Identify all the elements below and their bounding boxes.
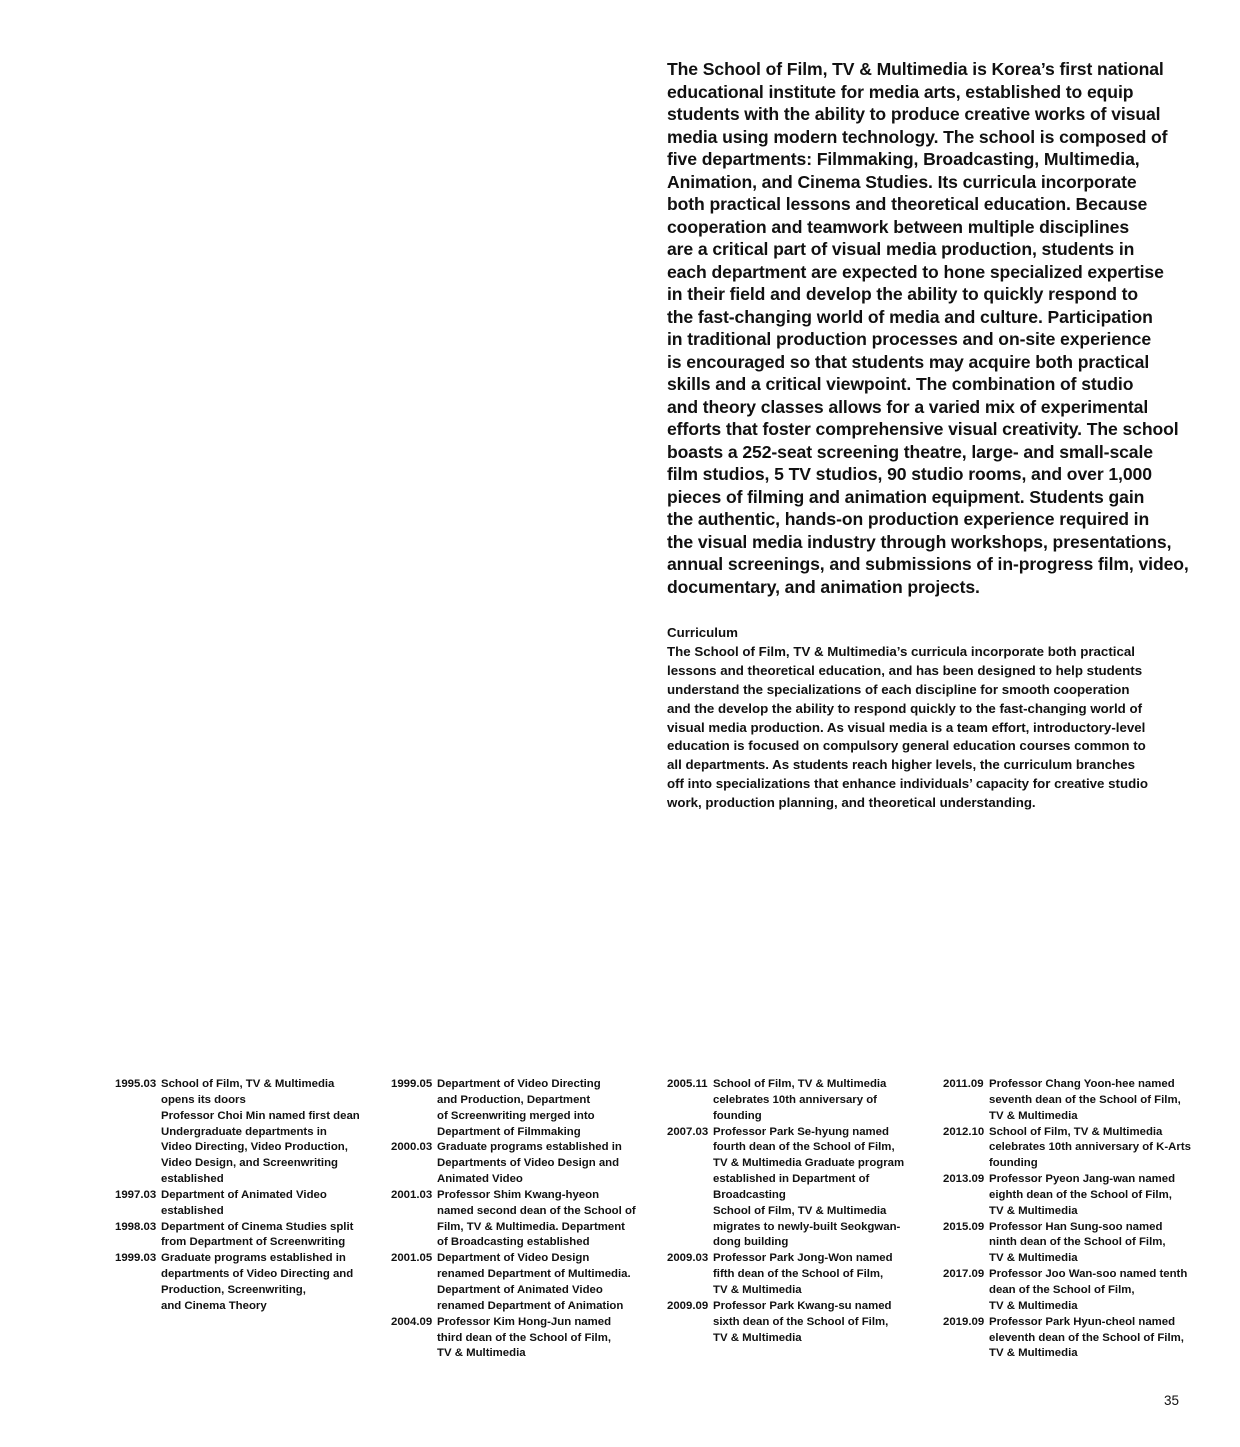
intro-paragraph (667, 58, 1207, 598)
curriculum-line: education is focused on compulsory general education courses common to (667, 738, 1146, 754)
timeline-line: TV & Multimedia (713, 1283, 802, 1296)
timeline-line: departments of Video Directing and (161, 1268, 354, 1281)
timeline-entry (667, 1251, 967, 1299)
intro-line: Animation, and Cinema Studies. Its curricula incorporate (667, 171, 1137, 192)
timeline-line: Department of Animated Video (437, 1283, 603, 1296)
timeline-date: 2001.05 (391, 1252, 433, 1265)
timeline-date: 2013.09 (943, 1173, 985, 1186)
timeline-line: renamed Department of Multimedia. (437, 1268, 631, 1281)
intro-line: media using modern technology. The school is composed of (667, 126, 1168, 147)
timeline-date: 1999.05 (391, 1078, 433, 1090)
timeline-entry (391, 1315, 691, 1363)
timeline-line: Department of Filmmaking (437, 1125, 581, 1138)
timeline-text (161, 1251, 415, 1314)
intro-line: The School of Film, TV & Multimedia is Korea’s first national (667, 59, 1164, 79)
timeline-date: 1997.03 (115, 1188, 157, 1201)
timeline-line: TV & Multimedia (989, 1109, 1078, 1122)
timeline-text (989, 1077, 1240, 1125)
intro-line: boasts a 252-seat screening theatre, large- and small-scale (667, 441, 1153, 462)
timeline-text (161, 1077, 415, 1188)
timeline-line: TV & Multimedia (989, 1252, 1078, 1265)
timeline-line: TV & Multimedia (437, 1347, 526, 1360)
timeline-text (437, 1140, 691, 1188)
timeline-line: TV & Multimedia (713, 1331, 802, 1344)
timeline-line: dong building (713, 1236, 789, 1249)
timeline-date: 2009.09 (667, 1299, 709, 1312)
timeline-column-2 (391, 1077, 691, 1362)
timeline-line: ninth dean of the School of Film, (989, 1236, 1166, 1249)
intro-line: educational institute for media arts, established to equip (667, 81, 1134, 102)
curriculum-heading: Curriculum (667, 625, 738, 640)
timeline-entry (943, 1125, 1240, 1173)
timeline-line: and Cinema Theory (161, 1299, 267, 1312)
timeline-line: and Production, Department (437, 1093, 591, 1106)
timeline-line: of Broadcasting established (437, 1236, 590, 1249)
timeline-entry (391, 1251, 691, 1314)
timeline-line: established (161, 1204, 224, 1217)
timeline-line: from Department of Screenwriting (161, 1236, 346, 1249)
timeline-line: Undergraduate departments in (161, 1125, 327, 1138)
timeline-text (161, 1188, 415, 1220)
timeline-line: TV & Multimedia Graduate program (713, 1157, 905, 1170)
timeline-line: opens its doors (161, 1093, 246, 1106)
intro-line: efforts that foster comprehensive visual creativity. The school (667, 419, 1179, 439)
timeline-line: Animated Video (437, 1173, 523, 1186)
curriculum-line: work, production planning, and theoretical understanding. (667, 795, 1036, 811)
timeline-line: Video Directing, Video Production, (161, 1141, 348, 1154)
timeline-text (713, 1077, 967, 1125)
timeline-line: Professor Han Sung-soo named (989, 1220, 1163, 1233)
timeline-text (989, 1267, 1240, 1315)
timeline-entry (667, 1125, 967, 1252)
timeline-date: 2011.09 (943, 1078, 984, 1090)
timeline-line: School of Film, TV & Multimedia (989, 1125, 1163, 1138)
timeline-line: Professor Kim Hong-Jun named (437, 1315, 612, 1328)
timeline-entry (943, 1267, 1240, 1315)
timeline-line: seventh dean of the School of Film, (989, 1093, 1181, 1106)
timeline-date: 1999.03 (115, 1252, 157, 1265)
timeline-line: celebrates 10th anniversary of K-Arts (989, 1141, 1191, 1154)
timeline-line: TV & Multimedia (989, 1299, 1078, 1312)
timeline-column-4 (943, 1077, 1240, 1362)
timeline-line: Professor Choi Min named first dean (161, 1109, 360, 1122)
timeline-line: of Screenwriting merged into (437, 1109, 595, 1122)
timeline-line: School of Film, TV & Multimedia (713, 1078, 887, 1090)
timeline-entry (391, 1077, 691, 1140)
timeline-date: 2004.09 (391, 1315, 433, 1328)
intro-line: students with the ability to produce creative works of visual (667, 104, 1161, 124)
timeline-line: eighth dean of the School of Film, (989, 1188, 1172, 1201)
intro-line: are a critical part of visual media production, students in (667, 239, 1135, 259)
timeline-line: Professor Pyeon Jang-wan named (989, 1173, 1176, 1186)
intro-line: is encouraged so that students may acquire both practical (667, 351, 1150, 372)
intro-line: both practical lessons and theoretical education. Because (667, 194, 1148, 214)
timeline-line: School of Film, TV & Multimedia (713, 1204, 887, 1217)
timeline-line: Professor Park Hyun-cheol named (989, 1315, 1176, 1328)
timeline-text (713, 1251, 967, 1299)
timeline-line: Professor Park Jong-Won named (713, 1252, 893, 1265)
intro-text (667, 58, 1207, 598)
timeline-entry (115, 1188, 415, 1220)
timeline-line: Department of Animated Video (161, 1188, 327, 1201)
intro-line: pieces of filming and animation equipment. Students gain (667, 486, 1145, 507)
timeline-line: third dean of the School of Film, (437, 1331, 612, 1344)
curriculum-line: all departments. As students reach higher levels, the curriculum branches (667, 757, 1136, 773)
timeline-entry (943, 1077, 1240, 1125)
timeline-line: founding (713, 1109, 762, 1122)
page-number: 35 (1164, 1393, 1180, 1408)
timeline-text (713, 1299, 967, 1347)
timeline-text (989, 1172, 1240, 1220)
timeline-entry (667, 1077, 967, 1125)
timeline-text (437, 1315, 691, 1363)
timeline-line: TV & Multimedia (989, 1204, 1078, 1217)
timeline-line: dean of the School of Film, (989, 1283, 1135, 1296)
timeline-line: founding (989, 1157, 1038, 1170)
timeline-date: 2000.03 (391, 1141, 433, 1154)
intro-line: skills and a critical viewpoint. The combination of studio (667, 374, 1134, 394)
timeline-line: fifth dean of the School of Film, (713, 1268, 884, 1281)
timeline-date: 2019.09 (943, 1315, 985, 1328)
curriculum-line: and the develop the ability to respond quickly to the fast-changing world of (667, 700, 1143, 716)
curriculum-line: understand the specializations of each discipline for smooth cooperation (667, 681, 1130, 697)
curriculum-text (667, 643, 1197, 813)
timeline-line: sixth dean of the School of Film, (713, 1315, 889, 1328)
intro-line: the fast-changing world of media and culture. Participation (667, 306, 1153, 327)
timeline-line: Professor Park Se-hyung named (713, 1125, 889, 1138)
timeline-line: migrates to newly-built Seokgwan- (713, 1220, 901, 1233)
timeline-line: Professor Chang Yoon-hee named (989, 1078, 1175, 1090)
timeline-date: 2012.10 (943, 1125, 985, 1138)
timeline-line: named second dean of the School of (437, 1204, 636, 1217)
timeline-line: Departments of Video Design and (437, 1157, 620, 1170)
intro-line: five departments: Filmmaking, Broadcasting, Multimedia, (667, 149, 1140, 169)
curriculum-section (667, 624, 1197, 813)
timeline-date: 2017.09 (943, 1268, 985, 1281)
timeline-date: 1995.03 (115, 1078, 157, 1090)
timeline-entry (943, 1220, 1240, 1268)
timeline-entry (115, 1251, 415, 1314)
intro-line: the visual media industry through workshops, presentations, (667, 531, 1172, 552)
timeline-date: 2015.09 (943, 1220, 985, 1233)
timeline-line: School of Film, TV & Multimedia (161, 1078, 335, 1090)
timeline-text (989, 1315, 1240, 1363)
curriculum-line: lessons and theoretical education, and has been designed to help students (667, 662, 1143, 678)
timeline-text (989, 1125, 1240, 1173)
intro-line: in their field and develop the ability to quickly respond to (667, 284, 1139, 304)
timeline-line: TV & Multimedia (989, 1347, 1078, 1360)
timeline-line: celebrates 10th anniversary of (713, 1093, 877, 1106)
timeline-line: eleventh dean of the School of Film, (989, 1331, 1184, 1344)
timeline-line: Graduate programs established in (437, 1141, 622, 1154)
curriculum-line: visual media production. As visual media is a team effort, introductory-level (667, 719, 1146, 735)
intro-line: annual screenings, and submissions of in-progress film, video, (667, 554, 1189, 574)
timeline-line: fourth dean of the School of Film, (713, 1141, 895, 1154)
timeline-text (713, 1125, 967, 1252)
timeline-line: Video Design, and Screenwriting (161, 1157, 339, 1170)
intro-line: and theory classes allows for a varied mix of experimental (667, 396, 1149, 417)
timeline-line: Film, TV & Multimedia. Department (437, 1220, 625, 1233)
intro-line: the authentic, hands-on production experience required in (667, 509, 1150, 529)
timeline-line: Graduate programs established in (161, 1252, 346, 1265)
timeline-text (989, 1220, 1240, 1268)
timeline-line: renamed Department of Animation (437, 1299, 624, 1312)
timeline-text (161, 1220, 415, 1252)
timeline-entry (667, 1299, 967, 1347)
timeline-line: established (161, 1173, 224, 1186)
timeline-entry (943, 1315, 1240, 1363)
timeline-line: Professor Park Kwang-su named (713, 1299, 892, 1312)
intro-line: each department are expected to hone specialized expertise (667, 261, 1164, 282)
timeline-date: 2005.11 (667, 1078, 708, 1090)
intro-line: in traditional production processes and on-site experience (667, 329, 1151, 349)
timeline-entry (391, 1188, 691, 1251)
timeline-line: established in Department of (713, 1173, 870, 1186)
timeline-line: Production, Screenwriting, (161, 1283, 306, 1296)
timeline-entry (115, 1220, 415, 1252)
timeline-text (437, 1251, 691, 1314)
timeline-text (437, 1188, 691, 1251)
timeline-line: Department of Cinema Studies split (161, 1220, 354, 1233)
timeline-line: Department of Video Design (437, 1252, 590, 1265)
timeline-column-1 (115, 1077, 415, 1315)
timeline-date: 2007.03 (667, 1125, 709, 1138)
curriculum-line: off into specializations that enhance individuals’ capacity for creative studio (667, 776, 1149, 792)
curriculum-line: The School of Film, TV & Multimedia’s curricula incorporate both practical (667, 643, 1135, 659)
intro-line: documentary, and animation projects. (667, 576, 980, 597)
timeline-line: Department of Video Directing (437, 1078, 601, 1090)
timeline-entry (943, 1172, 1240, 1220)
intro-line: cooperation and teamwork between multiple disciplines (667, 216, 1130, 237)
timeline-date: 1998.03 (115, 1220, 157, 1233)
timeline-line: Professor Joo Wan-soo named tenth (989, 1268, 1188, 1281)
timeline-date: 2001.03 (391, 1188, 433, 1201)
timeline-line: Professor Shim Kwang-hyeon (437, 1188, 600, 1201)
timeline-entry (391, 1140, 691, 1188)
intro-line: film studios, 5 TV studios, 90 studio rooms, and over 1,000 (667, 464, 1152, 484)
timeline-text (437, 1077, 691, 1140)
timeline-column-3 (667, 1077, 967, 1346)
timeline-entry (115, 1077, 415, 1188)
timeline-date: 2009.03 (667, 1252, 709, 1265)
timeline-line: Broadcasting (713, 1188, 786, 1201)
